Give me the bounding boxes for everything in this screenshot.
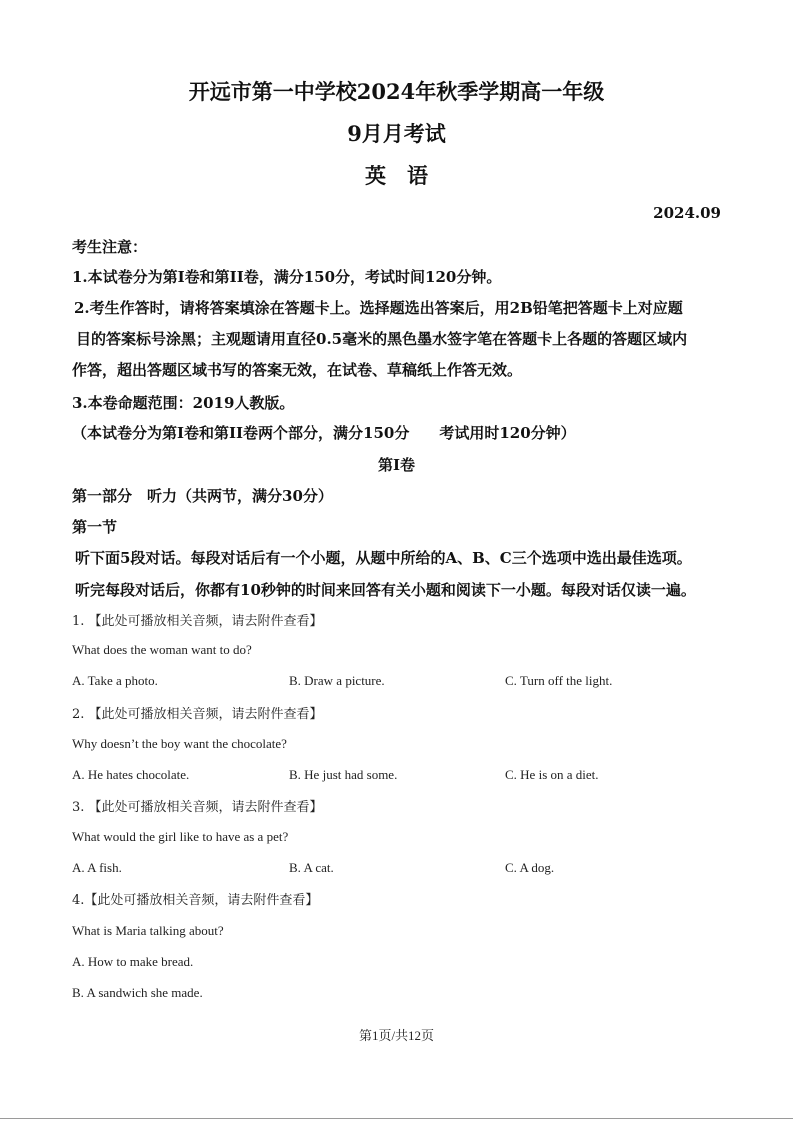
question-3-option-b: B. A cat. (289, 860, 334, 875)
question-3-audio-placeholder[interactable]: 3. 【此处可播放相关音频，请去附件查看】 (72, 800, 323, 815)
question-3-option-a: A. A fish. (72, 860, 122, 875)
question-3-option-c: C. A dog. (505, 860, 555, 875)
notice-item-1: 1.本试卷分为第I卷和第II卷，满分150分，考试时间120分钟。 (72, 268, 502, 286)
notice-item-3: 3.本卷命题范围：2019人教版。 (72, 394, 295, 412)
notice-item-2-line-2: 目的答案标号涂黑；主观题请用直径0.5毫米的黑色墨水签字笔在答题卡上各题的答题区域内 (76, 330, 688, 348)
question-2-audio-placeholder[interactable]: 2. 【此处可播放相关音频，请去附件查看】 (72, 707, 323, 722)
question-1-option-a: A. Take a photo. (72, 673, 158, 688)
question-2-option-a: A. He hates chocolate. (72, 767, 190, 782)
part-1-title: 第一部分 听力（共两节，满分30分） (72, 487, 333, 505)
question-4-option-b: B. A sandwich she made. (72, 985, 203, 1000)
page-bottom-divider (0, 1118, 793, 1119)
exam-date: 2024.09 (653, 204, 721, 222)
section-1-title: 第一节 (72, 518, 118, 536)
instructions-line-1: 听下面5段对话。每段对话后有一个小题，从题中所给的A、B、C三个选项中选出最佳选项。 (75, 549, 692, 567)
volume-title: 第I卷 (377, 456, 416, 474)
question-1-audio-placeholder[interactable]: 1. 【此处可播放相关音频，请去附件查看】 (72, 614, 323, 629)
page-number: 第1页/共12页 (358, 1028, 435, 1043)
notice-item-2-line-1: 2.考生作答时，请将答案填涂在答题卡上。选择题选出答案后，用2B铅笔把答题卡上对应题 (74, 299, 683, 317)
question-4-stem: What is Maria talking about? (72, 923, 224, 938)
exam-note: （本试卷分为第I卷和第II卷两个部分，满分150分 考试用时120分钟） (72, 424, 576, 442)
question-4-audio-placeholder[interactable]: 4.【此处可播放相关音频，请去附件查看】 (72, 893, 319, 908)
question-4-option-a: A. How to make bread. (72, 954, 194, 969)
question-2-option-b: B. He just had some. (289, 767, 398, 782)
notice-item-2-line-3: 作答，超出答题区域书写的答案无效，在试卷、草稿纸上作答无效。 (72, 361, 523, 379)
question-1-option-c: C. Turn off the light. (505, 673, 613, 688)
question-2-option-c: C. He is on a diet. (505, 767, 599, 782)
question-2-stem: Why doesn’t the boy want the chocolate? (72, 736, 287, 751)
instructions-line-2: 听完每段对话后，你都有10秒钟的时间来回答有关小题和阅读下一小题。每段对话仅读一遍。 (75, 581, 696, 599)
notice-heading: 考生注意： (72, 238, 148, 256)
question-1-stem: What does the woman want to do? (72, 642, 252, 657)
school-title: 开远市第一中学校2024年秋季学期高一年级 (188, 79, 605, 104)
exam-title: 9月月考试 (347, 121, 446, 146)
subject-title: 英 语 (365, 163, 428, 188)
question-3-stem: What would the girl like to have as a pet? (72, 829, 289, 844)
question-1-option-b: B. Draw a picture. (289, 673, 385, 688)
